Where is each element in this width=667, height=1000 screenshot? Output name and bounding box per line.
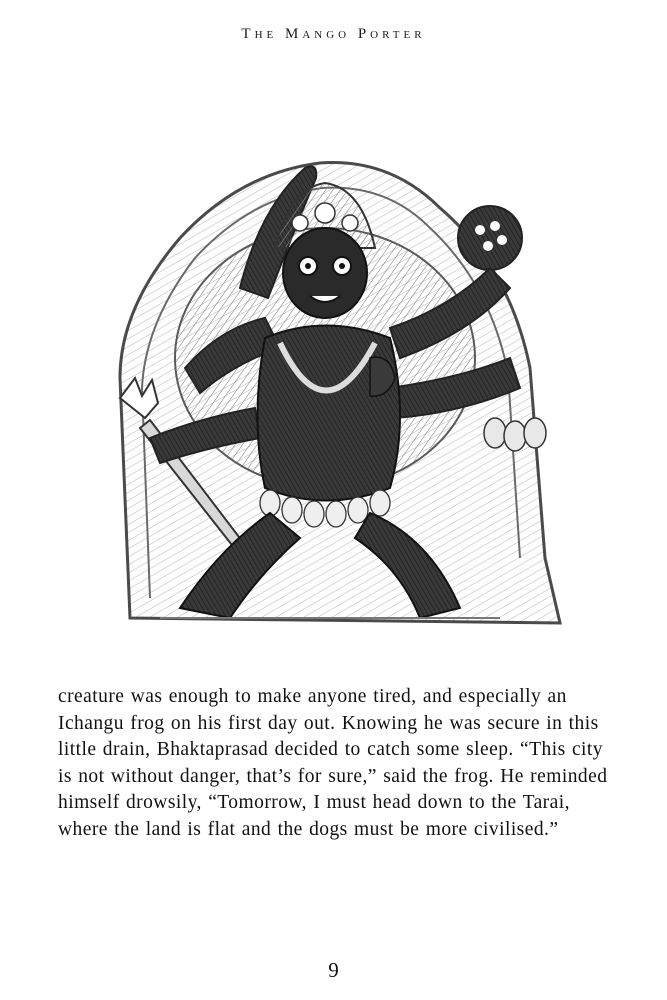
body-text <box>58 684 618 843</box>
head-garland-right <box>484 418 546 451</box>
deity-face <box>283 228 367 318</box>
disc-emblem <box>458 206 522 270</box>
deity-sketch-image <box>90 118 570 643</box>
page-number: 9 <box>328 958 339 982</box>
deity-torso <box>258 326 401 501</box>
running-head: The Mango Porter <box>241 26 426 42</box>
deity-illustration <box>90 118 570 643</box>
body-paragraph: creature was enough to make anyone tired, and especially an Ichangu frog on his first day out. Knowing he was secure in this little drain, Bhaktaprasad decided to catch some sleep. “This city is not without danger, that’s for sure,” said the frog. He reminded himself drowsily, “Tomorrow, I must head down to the Tarai, where the land is flat and the dogs must be more civilised.” <box>58 686 608 840</box>
